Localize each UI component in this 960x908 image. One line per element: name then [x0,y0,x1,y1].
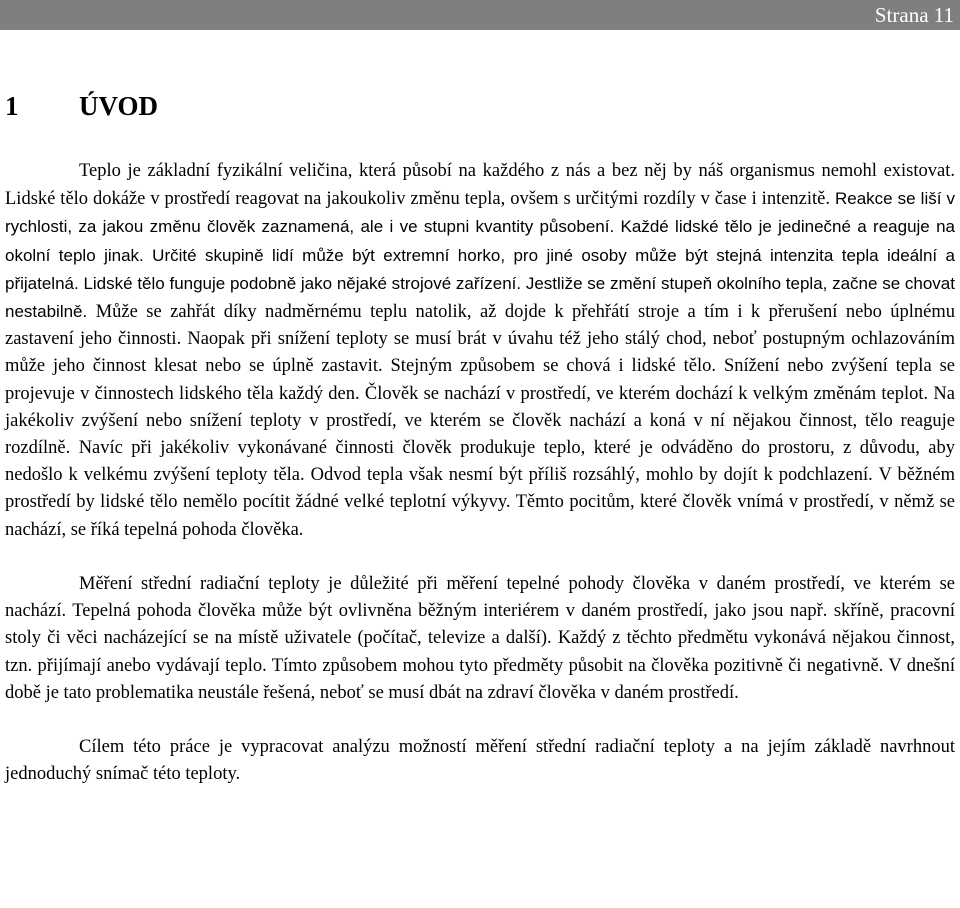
text-segment: Cílem této práce je vypracovat analýzu možností měření střední radiační teploty a na jejím základě navrhnout jednoduchý snímač této teploty. [5,737,955,785]
paragraph-measurement [5,571,955,707]
chapter-heading [5,90,158,122]
chapter-title-text: ÚVOD [79,91,158,121]
page-header-bar [0,0,960,30]
paragraph-goal [5,734,955,788]
text-segment: Reakce se liší v rychlosti, za jakou změnu člověk zaznamená, ale i ve stupni kvantity působení. Každé lidské tělo je jedinečné a reaguje na okolní teplo jinak. Určité skupině lidí může být extremní horko, pro jiné osoby může být stejná intenzita tepla ideální a přijatelná. Lidské tělo funguje podobně jako nějaké strojové zařízení. Jestliže se změní stupeň okolního tepla, začne se chovat nestabilně. [5,189,956,322]
text-segment: Měření střední radiační teploty je důležité při měření tepelné pohody člověka v daném prostředí, ve kterém se nachází. [5,574,955,622]
text-segment: Tepelná pohoda člověka může být ovlivněna běžným interiérem v daném prostředí, jako jsou např. skříně, pracovní stoly či věci nacházející se na místě uživatele (počítač, televize a další). Každý z těchto předmětu vykonává nějakou činnost, tzn. přijímají anebo vydávají teplo. Tímto způsobem mohou tyto předměty působit na člověka pozitivně či negativně. V dnešní době je tato problematika neustále řešená, neboť se musí dbát na zdraví člověka v daném prostředí. [5,601,955,703]
body-text [5,158,955,789]
text-segment: Teplo je základní fyzikální veličina, která působí na každého z nás a bez něj by náš organismus nemohl existovat. Lidské tělo dokáže v prostředí reagovat na jakoukoliv změnu tepla, ovšem s určitými rozdíly v čase i intenzitě. [5,161,955,210]
text-segment: Může se zahřát díky nadměrnému teplu natolik, až dojde k přehřátí stroje a tím i k přerušení nebo úplnému zastavení jeho činnosti. Naopak při snížení teploty se musí brát v úvahu též jeho stálý chod, neboť postupným ochlazováním může jeho činnost klesat nebo se úplně zastavit. Stejným způsobem se chová i lidské tělo. Snížení nebo zvýšení tepla se projevuje v činnostech lidského těla každý den. Člověk se nachází v prostředí, ve kterém dochází k velkým změnám teplot. Na jakékoliv zvýšení nebo snížení teploty v prostředí, ve kterém se člověk nachází a koná v ní nějakou činnost, tělo reaguje rozdílně. Navíc při jakékoliv vykonávané činnosti člověk produkuje teplo, které je odváděno do prostoru, z důvodu, aby nedošlo k velkému zvýšení teploty těla. Odvod tepla však nesmí být příliš rozsáhlý, mohlo by dojít k podchlazení. V běžném prostředí by lidské tělo nemělo pocítit žádné velké teplotní výkyvy. Těmto pocitům, které člověk vnímá v prostředí, v němž se nachází, se říká tepelná pohoda člověka. [5,302,956,540]
chapter-number: 1 [5,91,19,121]
paragraph-intro [5,158,955,544]
page-number: Strana 11 [874,3,954,27]
